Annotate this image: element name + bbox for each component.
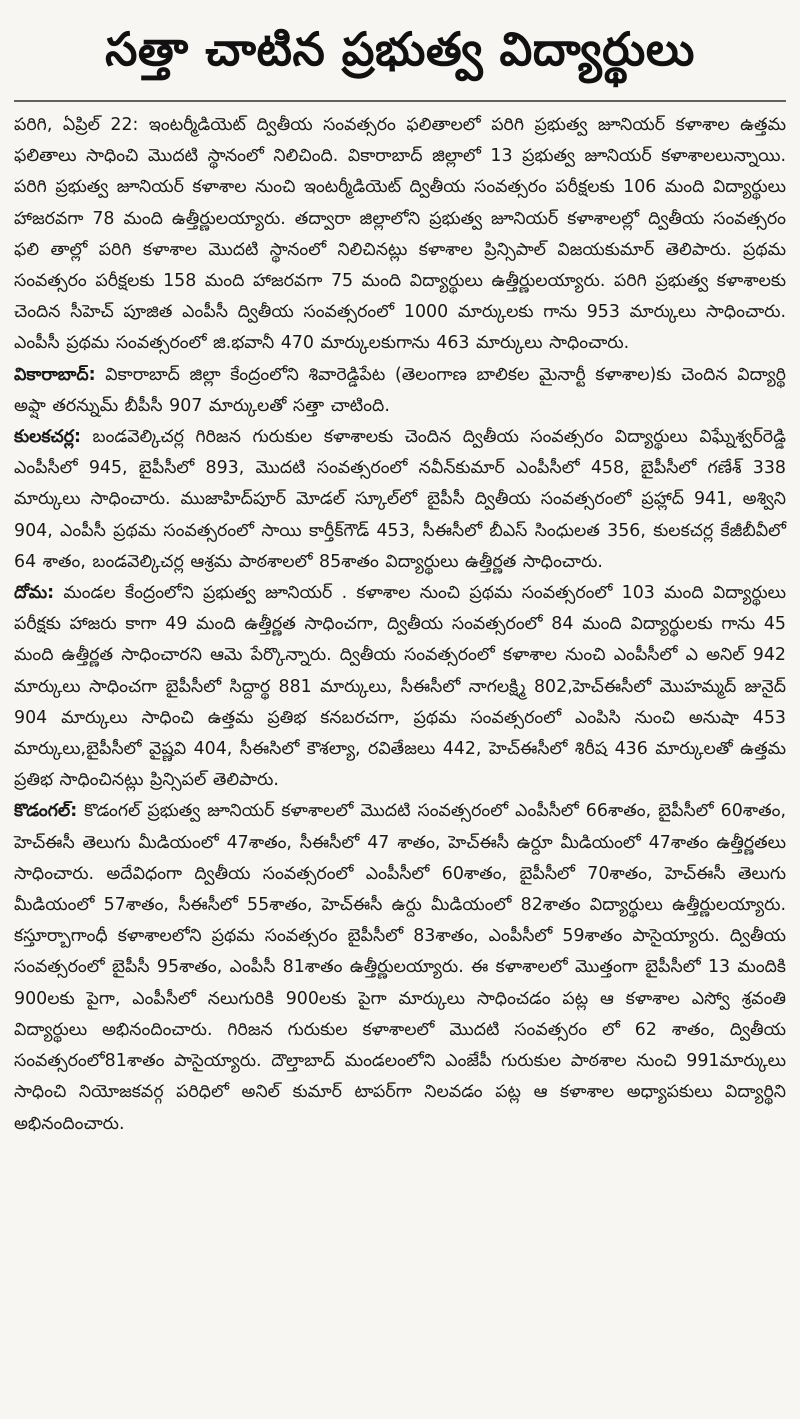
paragraph-vikarabad [14, 360, 786, 422]
paragraph-text: బండవెల్కిచర్ల గిరిజన గురుకుల కళాశాలకు చెందిన ద్వితీయ సంవత్సరం విద్యార్థులు విఘ్నేశ్వర్‌రెడ్డి ఎంపీసీలో 945, బైపీసీలో 893, మొదటి సంవత్సరంలో నవీన్‌కుమార్ ఎంపీసీలో 458, బైపీసీలో గణేశ్ 338 మార్కులు సాధించారు. ముజాహిద్‌పూర్ మోడల్ స్కూల్‌లో బైపీసీ ద్వితీయ సంవత్సరంలో ప్రహ్లాద్ 941, అశ్విని 904, ఎంపీసీ ప్రథమ సంవత్సరంలో సాయి కార్తీక్‌గౌడ్ 453, సీఈసీలో బీఎస్ సింధులత 356, కులకచర్ల కేజీబీవీలో 64 శాతం, బండవెల్కిచర్ల ఆశ్రమ పాఠశాలలో 85శాతం విద్యార్థులు ఉత్తీర్ణత సాధించారు. [14, 427, 786, 572]
dateline: దోమ: [14, 583, 55, 604]
dateline: వికారాబాద్: [14, 364, 96, 385]
paragraph-text: మండల కేంద్రంలోని ప్రభుత్వ జూనియర్ . కళాశాల నుంచి ప్రథమ సంవత్సరంలో 103 మంది విద్యార్థులు పరీక్షకు హాజరు కాగా 49 మంది ఉత్తీర్ణత సాధించగా, ద్వితీయ సంవత్సరంలో 84 మంది విద్యార్థులకు గాను 45 మంది ఉత్తీర్ణత సాధించారని ఆమె పేర్కొన్నారు. ద్వితీయ సంవత్సరంలో కళాశాల నుంచి ఎంపీసీలో ఎ అనిల్ 942 మార్కులు సాధించగా బైపీసీలో సిద్దార్థ 881 మార్కులు, సీఈసీలో నాగలక్ష్మి 802,హెచ్ఈసీలో మొహమ్మద్ జునైద్ 904 మార్కులు సాధించి ఉత్తమ ప్రతిభ కనబరచగా, ప్రథమ సంవత్సరంలో ఎంపిసి నుంచి అనుషా 453 మార్కులు,బైపీసీలో వైష్ణవి 404, సీఈసిలో కౌశల్యా, రవితేజలు 442, హెచ్ఈసీలో శిరీష 436 మార్కులతో ఉత్తమ ప్రతిభ సాధించినట్లు ప్రిన్సిపల్ తెలిపారు. [14, 583, 786, 791]
paragraph-kulakacharla [14, 422, 786, 578]
paragraph-kodangal [14, 796, 786, 1139]
paragraph-text: పరిగి, ఏప్రిల్ 22: ఇంటర్మీడియెట్ ద్వితీయ సంవత్సరం ఫలితాలలో పరిగి ప్రభుత్వ జూనియర్ కళాశాల ఉత్తమ ఫలితాలు సాధించి మొదటి స్థానంలో నిలిచింది. వికారాబాద్ జిల్లాలో 13 ప్రభుత్వ జూనియర్ కళాశాలలున్నాయి. పరిగి ప్రభుత్వ జూనియర్ కళాశాల నుంచి ఇంటర్మీడియెట్ ద్వితీయ సంవత్సరం పరీక్షలకు 106 మంది విద్యార్థులు హాజరవగా 78 మంది ఉత్తీర్ణులయ్యారు. తద్వారా జిల్లాలోని ప్రభుత్వ జూనియర్ కళాశాలల్లో ద్వితీయ సంవత్సరం ఫలి తాల్లో పరిగి కళాశాల మొదటి స్థానంలో నిలిచినట్లు కళాశాల ప్రిన్సిపాల్ విజయకుమార్ తెలిపారు. ప్రథమ సంవత్సరం పరీక్షలకు 158 మంది హాజరవగా 75 మంది విద్యార్థులు ఉత్తీర్ణులయ్యారు. పరిగి ప్రభుత్వ కళాశాలకు చెందిన సీహెచ్ పూజిత ఎంపీసీ ద్వితీయ సంవత్సరంలో 1000 మార్కులకు గాను 953 మార్కులు సాధించారు. ఎంపీసీ ప్రథమ సంవత్సరంలో జి.భవానీ 470 మార్కులకుగాను 463 మార్కులు సాధించారు. [14, 115, 786, 354]
dateline: కొడంగల్: [14, 801, 78, 822]
paragraph-text: కొడంగల్ ప్రభుత్వ జూనియర్ కళాశాలలో మొదటి సంవత్సరంలో ఎంపీసీలో 66శాతం, బైపీసీలో 60శాతం, హెచ్ఈసీ తెలుగు మీడియంలో 47శాతం, సీఈసీలో 47 శాతం, హెచ్ఈసీ ఉర్దూ మీడియంలో 47శాతం ఉత్తీర్ణతలు సాధించారు. అదేవిధంగా ద్వితీయ సంవత్సరంలో ఎంపీసీలో 60శాతం, బైపీసీలో 70శాతం, హెచ్ఈసీ తెలుగు మీడియంలో 57శాతం, సీఈసీలో 55శాతం, హెచ్ఈసీ ఉర్దు మీడియంలో 82శాతం విద్యార్థులు ఉత్తీర్ణులయ్యారు. కస్తూర్బాగాంధీ కళాశాలలోని ప్రథమ సంవత్సరం బైపీసీలో 83శాతం, ఎంపీసీలో 59శాతం పాసైయ్యారు. ద్వితీయ సంవత్సరంలో బైపీసీ 95శాతం, ఎంపీసీ 81శాతం ఉత్తీర్ణులయ్యారు. ఈ కళాశాలలో మొత్తంగా బైపీసీలో 13 మందికి 900లకు పైగా, ఎంపీసీలో నలుగురికి 900లకు పైగా మార్కులు సాధించడం పట్ల ఆ కళాశాల ఎస్వో శ్రవంతి విద్యార్థులు అభినందించారు. గిరిజన గురుకుల కళాశాలలో మొదటి సంవత్సరం లో 62 శాతం, ద్వితీయ సంవత్సరంలో81శాతం పాసైయ్యారు. దౌల్తాబాద్ మండలంలోని ఎంజేపీ గురుకుల పాఠశాల నుంచి 991మార్కులు సాధించి నియోజకవర్గ పరిధిలో అనిల్ కుమార్ టాపర్‌గా నిలవడం పట్ల ఆ కళాశాల అధ్యాపకులు విద్యార్థిని అభినందించారు. [14, 801, 786, 1134]
paragraph-parigi [14, 110, 786, 360]
headline-divider [14, 100, 786, 102]
article-body [14, 110, 786, 1140]
dateline: కులకచర్ల: [14, 427, 81, 448]
headline: సత్తా చాటిన ప్రభుత్వ విద్యార్థులు [105, 22, 695, 76]
paragraph-text: వికారాబాద్ జిల్లా కేంద్రంలోని శివారెడ్డిపేట (తెలంగాణ బాలికల మైనార్టీ కళాశాల)కు చెందిన విద్యార్థి అఫ్షా తరన్నుమ్ బీపీసీ 907 మార్కులతో సత్తా చాటింది. [14, 364, 786, 416]
paragraph-doma [14, 578, 786, 796]
